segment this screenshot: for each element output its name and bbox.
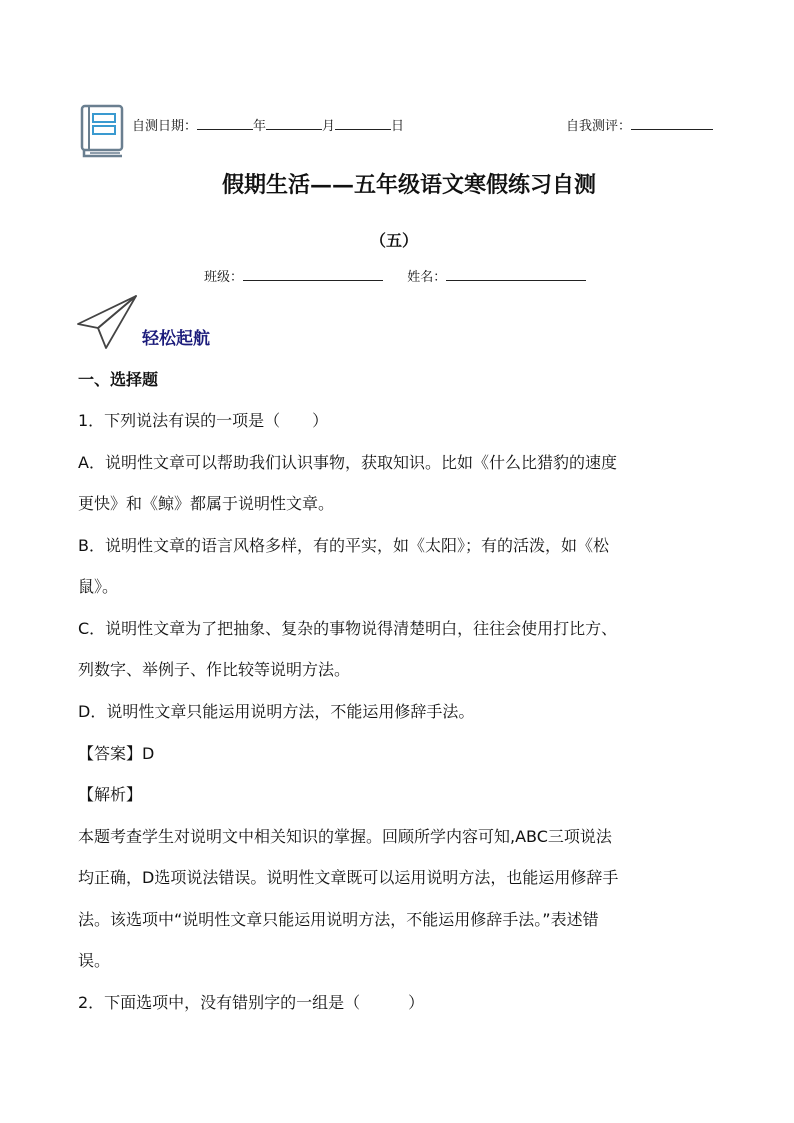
q1-analysis-line4: 误。 <box>78 951 111 970</box>
name-label: 姓名： <box>407 270 447 285</box>
q1-option-c-line1: C．说明性文章为了把抽象、复杂的事物说得清楚明白，往往会使用打比方、 <box>78 619 618 638</box>
q1-analysis-line2: 均正确，D选项说法错误。说明性文章既可以运用说明方法，也能运用修辞手 <box>78 868 619 887</box>
q1-option-a-line1: A．说明性文章可以帮助我们认识事物，获取知识。比如《什么比猎豹的速度 <box>78 453 617 472</box>
date-label: 自测日期： <box>132 119 198 134</box>
day-label: 日 <box>391 119 405 134</box>
month-blank[interactable] <box>266 117 322 130</box>
part-heading: 一、选择题 <box>78 370 159 389</box>
book-icon <box>80 104 126 158</box>
section-banner: 轻松起航 <box>142 329 210 349</box>
q1-option-b-line1: B．说明性文章的语言风格多样，有的平实，如《太阳》；有的活泼，如《松 <box>78 536 609 555</box>
q1-analysis-line1: 本题考查学生对说明文中相关知识的掌握。回顾所学内容可知,ABC三项说法 <box>78 827 612 846</box>
q2-stem: 2．下面选项中，没有错别字的一组是（ ） <box>78 993 425 1012</box>
page-subtitle: （五） <box>370 231 419 250</box>
month-label: 月 <box>322 119 336 134</box>
q1-option-a-line2: 更快》和《鲸》都属于说明性文章。 <box>78 494 335 513</box>
paper-plane-icon <box>76 294 140 350</box>
year-blank[interactable] <box>197 117 253 130</box>
class-label: 班级： <box>204 270 244 285</box>
q1-option-b-line2: 鼠》。 <box>78 577 119 596</box>
class-blank[interactable] <box>243 268 383 281</box>
q1-analysis-label: 【解析】 <box>78 785 143 804</box>
q1-answer: 【答案】D <box>78 744 155 763</box>
self-eval-line <box>566 115 713 134</box>
name-blank[interactable] <box>446 268 586 281</box>
q1-option-c-line2: 列数字、举例子、作比较等说明方法。 <box>78 660 351 679</box>
self-eval-label: 自我测评： <box>566 119 632 134</box>
q1-stem: 1．下列说法有误的一项是（ ） <box>78 411 329 430</box>
q1-analysis-line3: 法。该选项中“说明性文章只能运用说明方法，不能运用修辞手法。”表述错 <box>78 910 599 929</box>
self-eval-blank[interactable] <box>631 117 713 130</box>
q1-option-d: D．说明性文章只能运用说明方法，不能运用修辞手法。 <box>78 702 475 721</box>
year-label: 年 <box>253 119 267 134</box>
date-line <box>132 115 404 134</box>
day-blank[interactable] <box>335 117 391 130</box>
page-title: 假期生活——五年级语文寒假练习自测 <box>222 172 597 198</box>
student-info <box>204 266 586 285</box>
